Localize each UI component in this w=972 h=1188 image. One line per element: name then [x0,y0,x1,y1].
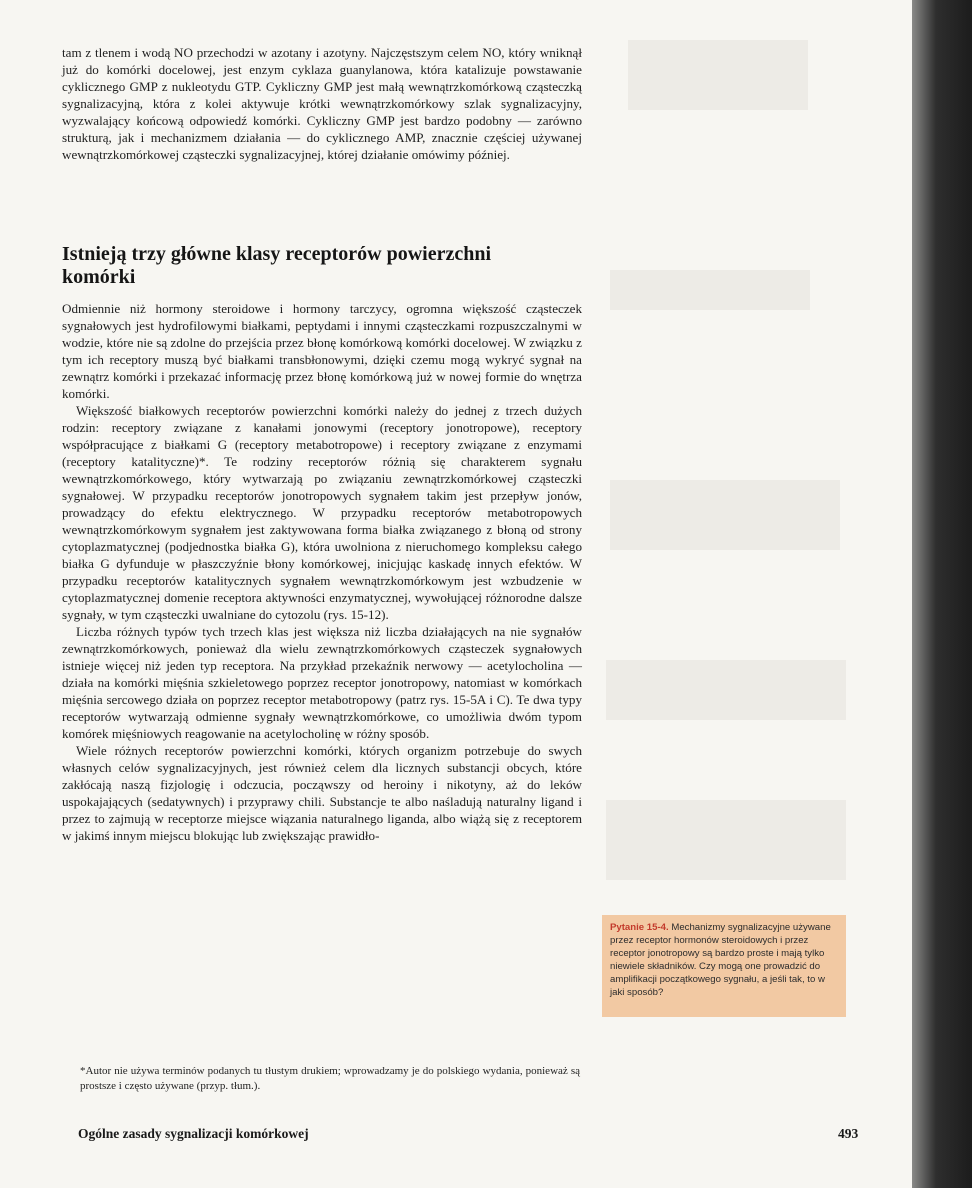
question-text: Mechanizmy sygnalizacyjne używane przez receptor hormonów steroidowych i przez receptor jonotropowy są bardzo proste i mają tylko niewiele składników. Czy mogą one prowadzić do amplifikacji początkowego sygnału, a jeśli tak, to w jaki sposób? [610,922,831,998]
scan-edge-shadow [912,0,972,1188]
footnote: *Autor nie używa terminów podanych tu tłustym drukiem; wprowadzamy je do polskiego wydania, ponieważ są prostsze i często używane (przyp. tłum.). [80,1065,580,1092]
section-heading: Istnieją trzy główne klasy receptorów powierzchni komórki [62,243,492,288]
show-through-shape [628,40,808,110]
page-number: 493 [838,1126,859,1141]
show-through-shape [610,270,810,310]
running-footer-title: Ogólne zasady sygnalizacji komórkowej [78,1126,309,1141]
body-paragraph: Wiele różnych receptorów powierzchni komórki, których organizm potrzebuje do swych własnych celów sygnalizacyjnych, jest również celem dla licznych substancji obcych, które zakłócają naszą fizjologię i odczucia, począwszy od heroiny i nikotyny, aż do leków uspokajających (sedatywnych) i przyprawy chili. Substancje te albo naśladują naturalny ligand i przez to zajmują w receptorze miejsce wiązania naturalnego liganda, albo wiążą się z receptorem w jakimś innym miejscu blokując lub zwiększając prawidło- [62,743,582,843]
body-paragraph: Odmiennie niż hormony steroidowe i hormony tarczycy, ogromna większość cząsteczek sygnałowych jest hydrofilowymi białkami, peptydami i innymi cząsteczkami rozpuszczalnymi w wodzie, które nie są zdolne do przejścia przez błonę komórkową komórki docelowej. W związku z tym ich receptory muszą być białkami transbłonowymi, dzięki czemu mogą wykryć sygnał na zewnątrz komórki i przekazać informację przez błonę komórkową już w nowej formie do wnętrza komórki. [62,301,582,401]
show-through-shape [606,660,846,720]
body-paragraph: Liczba różnych typów tych trzech klas jest większa niż liczba działających na nie sygnałów zewnątrzkomórkowych, ponieważ dla wielu zewnątrzkomórkowych cząsteczek sygnałowych istnieje więcej niż jeden typ receptora. Na przykład przekaźnik nerwowy — acetylocholina — działa na komórki mięśnia szkieletowego poprzez receptor jonotropowy, natomiast w komórkach mięśnia sercowego działa on poprzez receptor metabotropowy (patrz rys. 15-5A i C). Te dwa typy receptorów wytwarzają odmienne sygnały wewnątrzkomórkowe, co umożliwia dwóm typom komórek mięśniowych reagowanie na acetylocholinę w różny sposób. [62,624,582,741]
question-box [602,915,846,1017]
intro-paragraph: tam z tlenem i wodą NO przechodzi w azotany i azotyny. Najczęstszym celem NO, który wniknął już do komórki docelowej, jest enzym cyklaza guanylanowa, która katalizuje powstawanie cyklicznego GMP z nukleotydu GTP. Cykliczny GMP jest małą wewnątrzkomórkową cząsteczką sygnalizacyjną, która z kolei aktywuje krótki wewnątrzkomórkowy szlak sygnalizacyjny, wyzwalający końcową odpowiedź komórki. Cykliczny GMP jest bardzo podobny — zarówno strukturą, jak i mechanizmem działania — do cyklicznego AMP, znacznie częściej używanej wewnątrzkomórkowej cząsteczki sygnalizacyjnej, której działanie omówimy później. [62,45,582,162]
question-label: Pytanie 15-4. [610,922,669,933]
show-through-shape [610,480,840,550]
intro-text [62,44,582,163]
show-through-shape [606,800,846,880]
body-paragraph: Większość białkowych receptorów powierzchni komórki należy do jednej z trzech dużych rodzin: receptory związane z kanałami jonowymi (receptory jonotropowe), receptory współpracujące z białkami G (receptory metabotropowe) i receptory związane z enzymami (receptory katalityczne)*. Te rodziny receptorów różnią się charakterem sygnału wewnątrzkomórkowego, który wytwarzają po związaniu zewnątrzkomórkowej cząsteczki sygnałowej. W przypadku receptorów jonotropowych sygnałem takim jest przepływ jonów, prowadzący do efektu elektrycznego. W przypadku receptorów metabotropowych wewnątrzkomórkowym sygnałem jest zaktywowana forma białka związanego z błoną od strony cytoplazmatycznej (podjednostka białka G), która uwolniona z nieruchomego kompleksu całego białka G dyfunduje w płaszczyźnie błony komórkowej, inicjując kaskadę innych efektów. W przypadku receptorów katalitycznych sygnałem wewnątrzkomórkowym jest wzbudzenie w cytoplazmatycznej domenie receptora aktywności enzymatycznej, wywołującej różnorodne dalsze sygnały, w tym cząsteczki uwalniane do cytozolu (rys. 15-12). [62,403,582,622]
body-text [62,300,582,844]
